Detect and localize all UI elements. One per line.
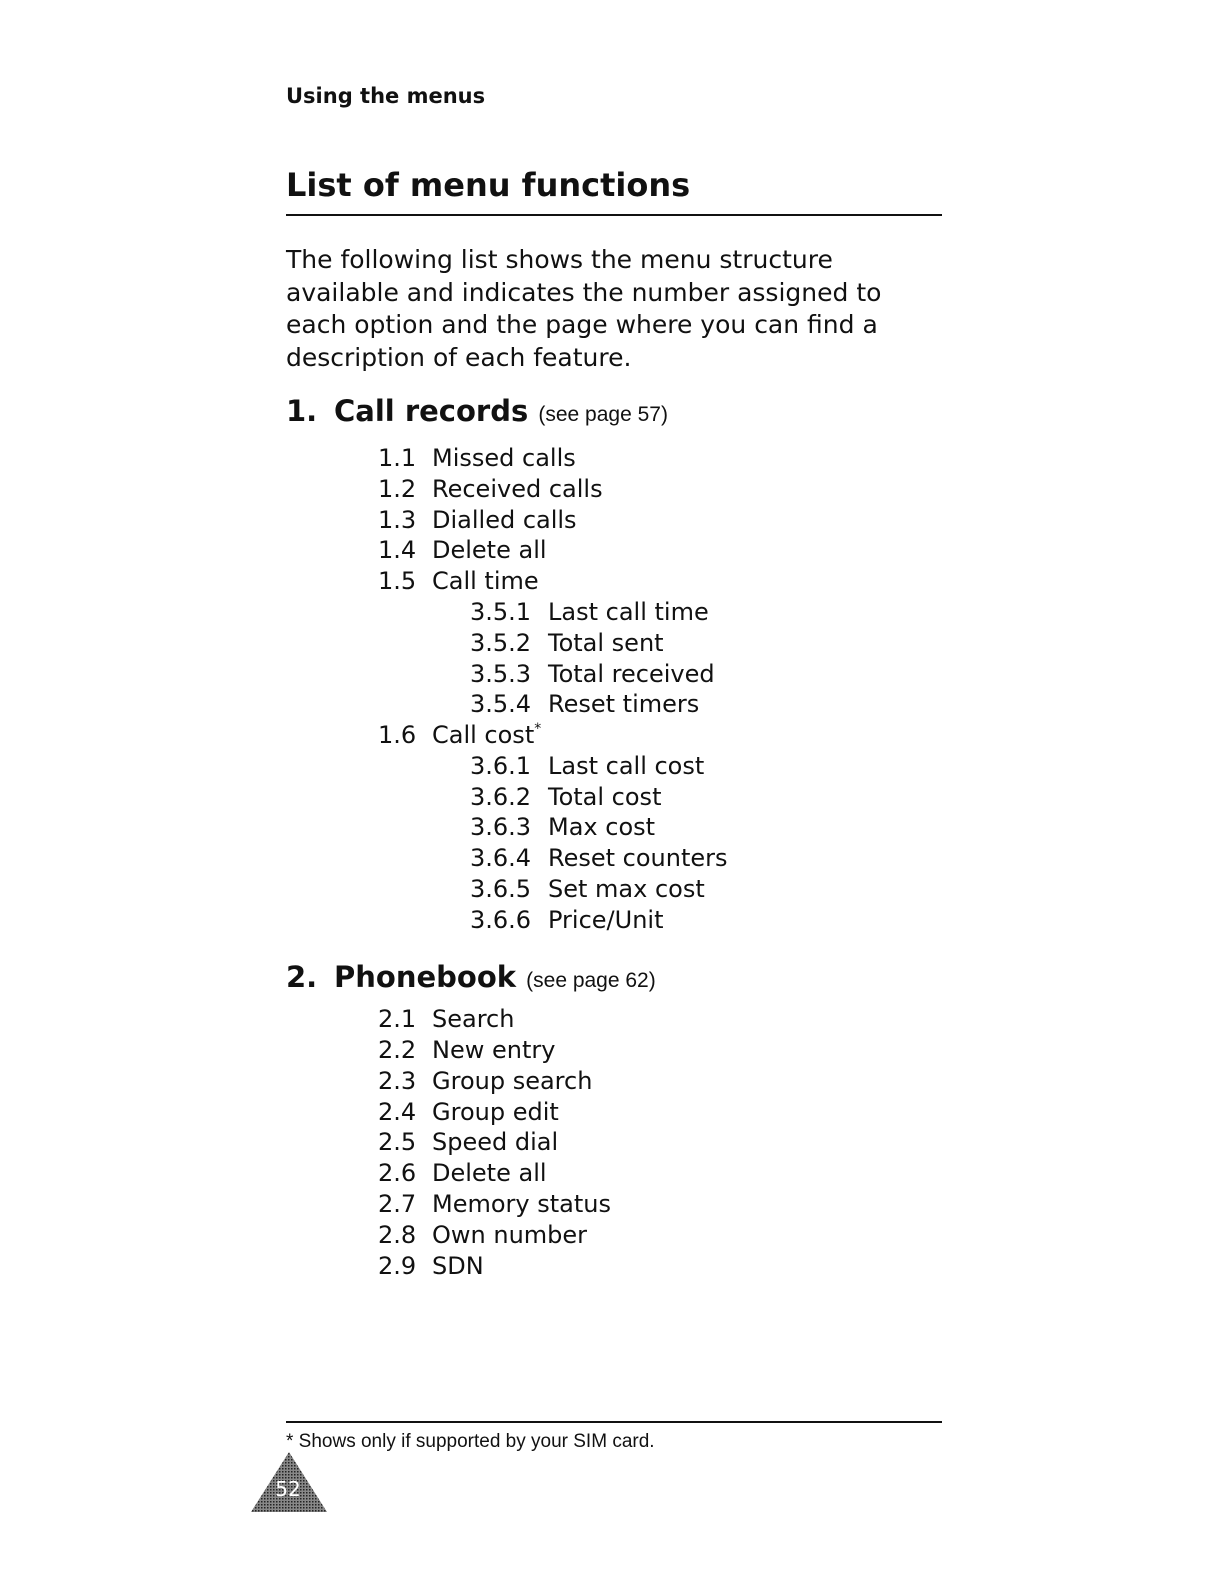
menu-item — [378, 1220, 587, 1251]
item-number: 2.9 — [378, 1252, 417, 1280]
menu-item — [378, 1097, 559, 1128]
item-number: 1.6 — [378, 721, 417, 749]
item-label: Price/Unit — [548, 906, 664, 934]
item-label: Reset timers — [548, 690, 700, 718]
submenu-item — [470, 812, 655, 843]
page-number: 52 — [275, 1477, 301, 1501]
menu-item — [378, 720, 541, 751]
item-label: SDN — [432, 1252, 484, 1280]
item-number: 3.6.5 — [470, 875, 532, 903]
menu-item — [378, 474, 603, 505]
submenu-item — [470, 597, 709, 628]
menu-item — [378, 1158, 547, 1189]
item-label: Dialled calls — [432, 506, 577, 534]
item-label: Last call time — [548, 598, 709, 626]
item-number: 3.6.2 — [470, 783, 532, 811]
submenu-item — [470, 843, 728, 874]
menu-item — [378, 1035, 555, 1066]
footnote-marker: * — [534, 721, 542, 737]
menu-item — [378, 535, 547, 566]
item-number: 3.5.4 — [470, 690, 532, 718]
item-label: Group edit — [432, 1098, 559, 1126]
page-title: List of menu functions — [286, 166, 691, 204]
item-label: Call time — [432, 567, 539, 595]
menu-item — [378, 1127, 558, 1158]
item-number: 3.5.2 — [470, 629, 532, 657]
item-number: 3.6.4 — [470, 844, 532, 872]
running-head: Using the menus — [286, 84, 486, 108]
item-label: Memory status — [432, 1190, 611, 1218]
menu-item — [378, 1004, 514, 1035]
section-page-ref: (see page 62) — [526, 969, 656, 992]
item-number: 2.1 — [378, 1005, 417, 1033]
item-number: 2.3 — [378, 1067, 417, 1095]
item-number: 3.5.3 — [470, 660, 532, 688]
item-label: Total cost — [548, 783, 662, 811]
submenu-item — [470, 905, 664, 936]
item-label: Search — [432, 1005, 515, 1033]
submenu-item — [470, 751, 704, 782]
item-number: 1.3 — [378, 506, 417, 534]
item-label: Received calls — [432, 475, 603, 503]
item-number: 1.5 — [378, 567, 417, 595]
item-number: 2.2 — [378, 1036, 417, 1064]
menu-item — [378, 1251, 484, 1282]
menu-item — [378, 505, 577, 536]
title-rule — [286, 214, 942, 216]
menu-item — [378, 1066, 592, 1097]
item-number: 3.6.3 — [470, 813, 532, 841]
section-name: Call records — [334, 394, 529, 428]
item-label: Call cost — [432, 721, 535, 749]
item-number: 1.4 — [378, 536, 417, 564]
menu-item — [378, 443, 576, 474]
item-number: 1.1 — [378, 444, 417, 472]
item-number: 1.2 — [378, 475, 417, 503]
item-number: 2.7 — [378, 1190, 417, 1218]
item-label: Own number — [432, 1221, 588, 1249]
section-name: Phonebook — [334, 960, 517, 994]
item-label: Total sent — [548, 629, 664, 657]
item-label: Missed calls — [432, 444, 576, 472]
section-heading — [286, 960, 656, 994]
item-label: Reset counters — [548, 844, 728, 872]
item-number: 2.5 — [378, 1128, 417, 1156]
item-label: Group search — [432, 1067, 593, 1095]
submenu-item — [470, 659, 715, 690]
item-number: 2.6 — [378, 1159, 417, 1187]
section-page-ref: (see page 57) — [538, 403, 668, 426]
submenu-item — [470, 874, 705, 905]
item-label: Total received — [548, 660, 715, 688]
item-label: New entry — [432, 1036, 556, 1064]
section-number: 2. — [286, 960, 318, 994]
item-number: 2.8 — [378, 1221, 417, 1249]
menu-item — [378, 566, 539, 597]
item-label: Delete all — [432, 536, 547, 564]
footnote: * Shows only if supported by your SIM card. — [286, 1431, 655, 1452]
item-number: 3.6.6 — [470, 906, 532, 934]
intro-paragraph: The following list shows the menu structure available and indicates the number assigned to each option and the page where you can find a description of each feature. — [286, 245, 882, 372]
item-label: Max cost — [548, 813, 656, 841]
item-number: 3.5.1 — [470, 598, 532, 626]
section-heading — [286, 394, 668, 428]
footnote-rule — [286, 1421, 942, 1423]
item-label: Last call cost — [548, 752, 705, 780]
item-number: 2.4 — [378, 1098, 417, 1126]
section-number: 1. — [286, 394, 318, 428]
item-label: Speed dial — [432, 1128, 559, 1156]
submenu-item — [470, 628, 664, 659]
item-label: Set max cost — [548, 875, 705, 903]
item-label: Delete all — [432, 1159, 547, 1187]
item-number: 3.6.1 — [470, 752, 532, 780]
menu-item — [378, 1189, 611, 1220]
submenu-item — [470, 689, 699, 720]
submenu-item — [470, 782, 661, 813]
